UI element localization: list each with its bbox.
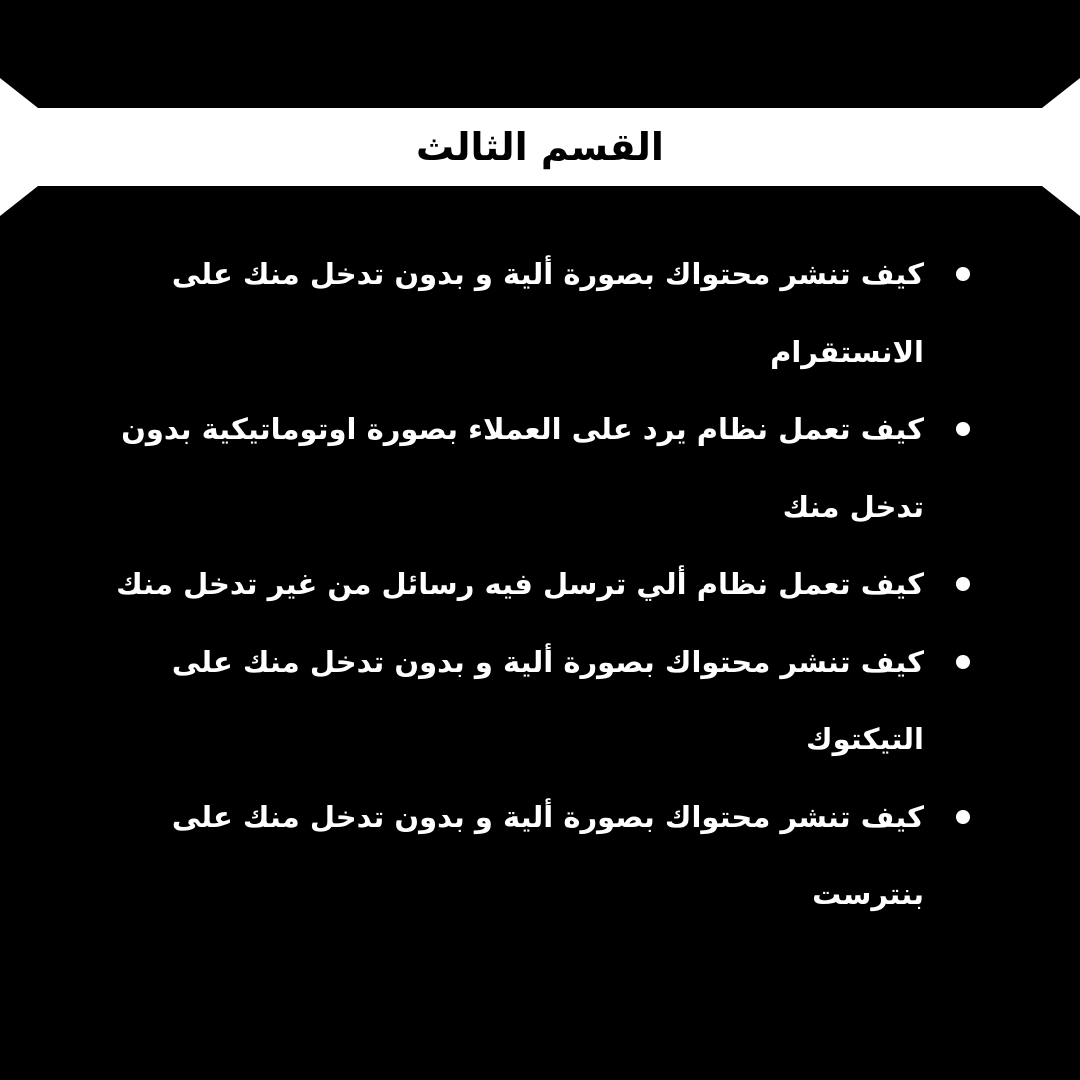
list-item-text: كيف تنشر محتواك بصورة ألية و بدون تدخل منك على التيكتوك xyxy=(171,644,924,756)
list-item xyxy=(80,236,960,391)
bullet-icon xyxy=(956,267,970,281)
list-item-text: كيف تعمل نظام يرد على العملاء بصورة اوتوماتيكية بدون تدخل منك xyxy=(121,412,924,524)
bullet-icon xyxy=(956,810,970,824)
list-item-text: كيف تعمل نظام ألي ترسل فيه رسائل من غير تدخل منك xyxy=(116,567,924,601)
bullet-icon xyxy=(956,655,970,669)
bullet-icon xyxy=(956,422,970,436)
list-item xyxy=(80,624,960,779)
list-item xyxy=(80,546,960,624)
list-item xyxy=(80,779,960,934)
title-banner xyxy=(0,0,1080,260)
bullet-icon xyxy=(956,577,970,591)
page-title: القسم الثالث xyxy=(416,125,664,169)
bullet-list xyxy=(80,236,960,934)
list-item xyxy=(80,391,960,546)
list-item-text: كيف تنشر محتواك بصورة ألية و بدون تدخل منك على الانستقرام xyxy=(171,257,924,369)
list-item-text: كيف تنشر محتواك بصورة ألية و بدون تدخل منك على بنترست xyxy=(171,799,924,911)
